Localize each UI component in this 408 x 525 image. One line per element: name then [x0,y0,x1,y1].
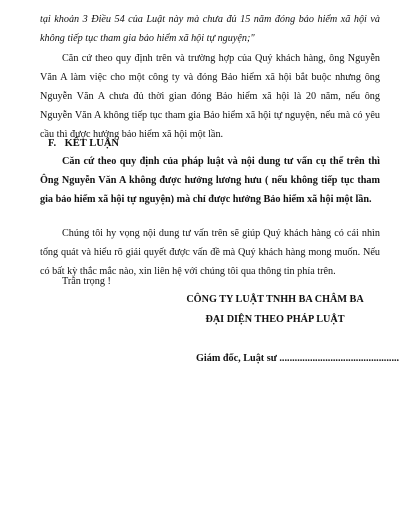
company-name: CÔNG TY LUẬT TNHH BA CHÂM BA [186,294,364,305]
section-title: KẾT LUẬN [64,138,119,149]
case-paragraph: Căn cứ theo quy định trên và trường hợp của Quý khách hàng, ông Nguyễn Văn A làm việc cho một công ty và đóng Bảo hiểm xã hội bắt buộc nhưng ông Nguyễn Văn A chưa đủ thời gian đóng Bảo hiểm xã hội là 20 năm, nếu ông Nguyễn Văn A không tiếp tục tham gia Bảo hiểm xã hội tự nguyện, nếu mà có yêu cầu thì được hưởng bảo hiểm xã hội một lần. [40,53,380,140]
intro-italic-text: tại khoản 3 Điều 54 của Luật này mà chưa đủ 15 năm đóng bảo hiểm xã hội và không tiếp tục tham gia bảo hiểm xã hội tự nguyện;" [40,14,380,44]
regards-text: Trân trọng ! [62,276,111,287]
closing-paragraph: Chúng tôi hy vọng nội dung tư vấn trên sẽ giúp Quý khách hàng có cái nhìn tổng quát và hiểu rõ giải quyết được vấn đề mà Quý khách hàng mong muốn. Nếu có bất kỳ thắc mắc nào, xin liên hệ với chúng tôi qua thông tin phía trên. [40,228,380,277]
signer-line: Giám đốc, Luật sư ............................................... [196,353,400,364]
signature-block [150,290,400,330]
section-number: F. [48,138,57,149]
representative-title: ĐẠI DIỆN THEO PHÁP LUẬT [205,314,345,325]
conclusion-paragraph: Căn cứ theo quy định của pháp luật và nội dung tư vấn cụ thể trên thì Ông Nguyễn Văn A không được hưởng lương hưu ( nếu không tiếp tục tham gia bảo hiểm xã hội tự nguyện) mà chỉ được hưởng Bảo hiểm xã hội một lần. [40,156,380,205]
section-heading [48,137,119,151]
